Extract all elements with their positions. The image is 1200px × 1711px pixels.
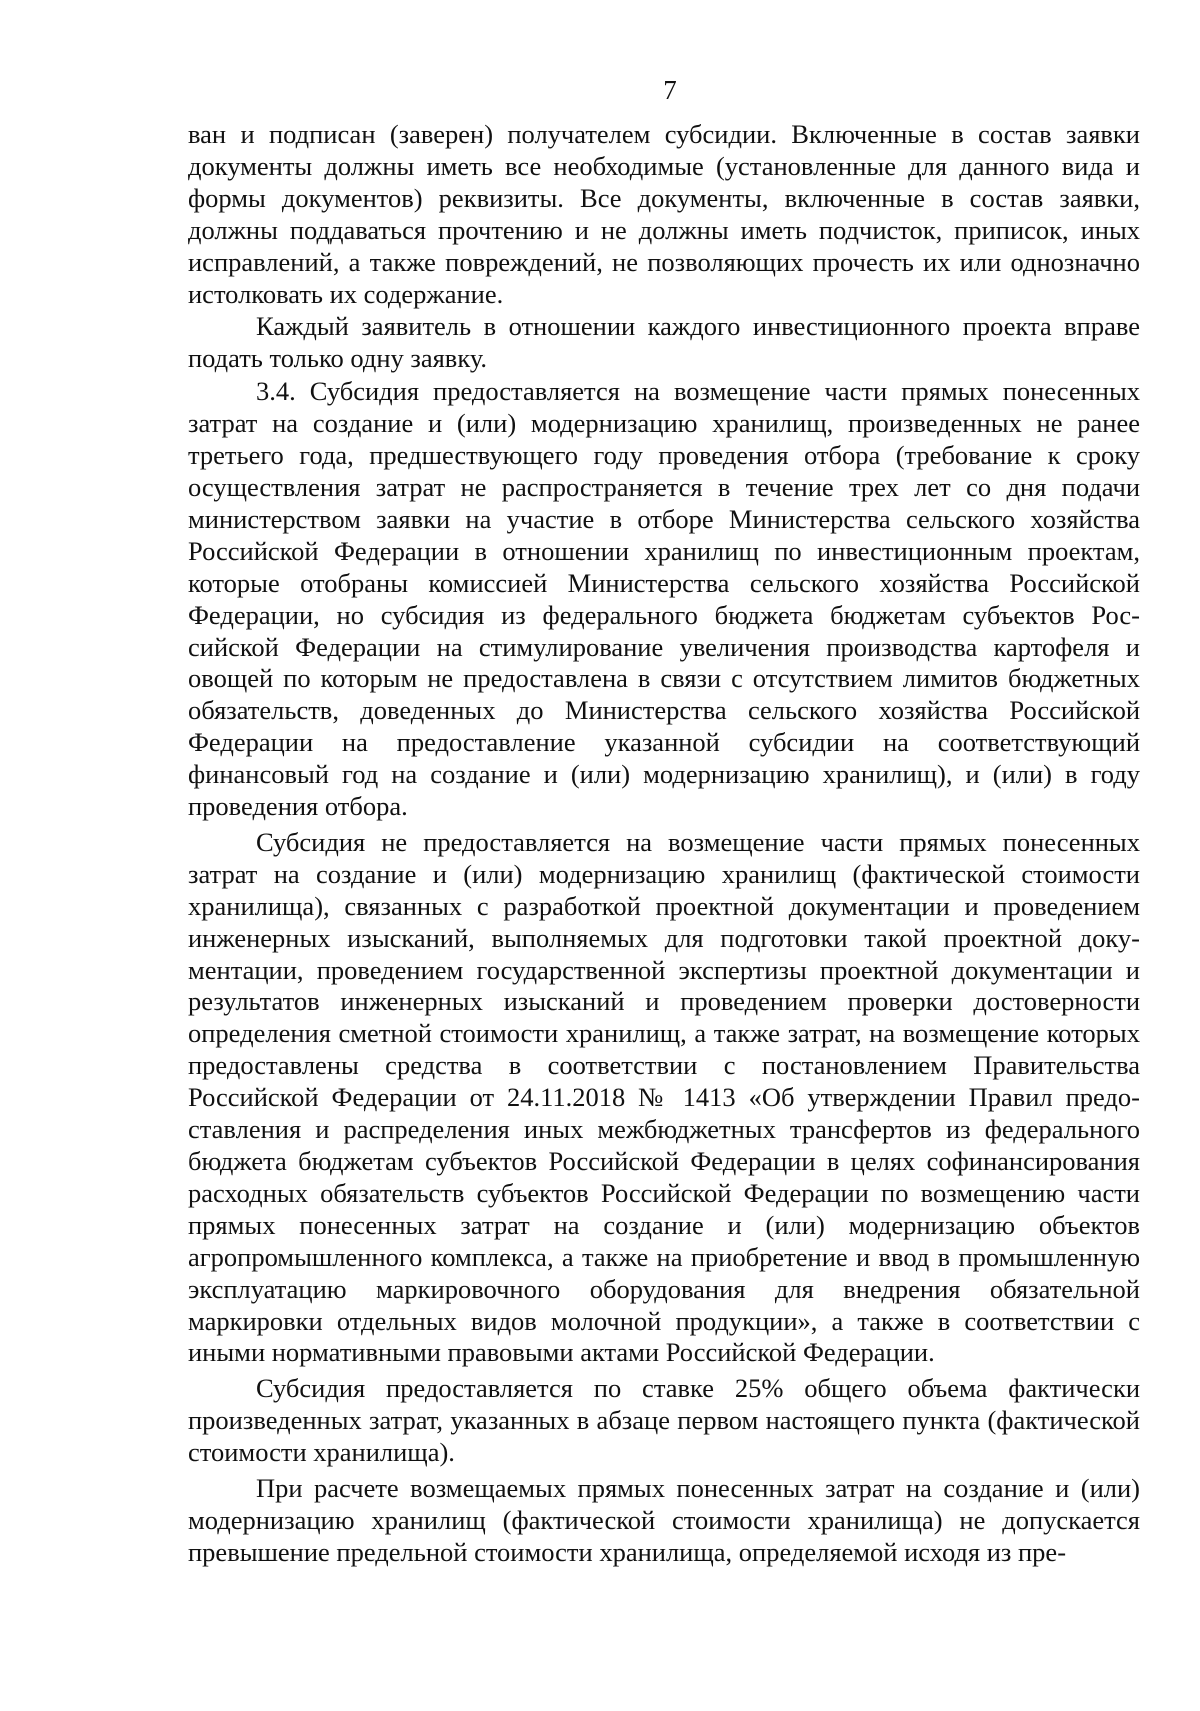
paragraph-subsidy-rate: Субсидия предоставляется по ставке 25% общего объема фактически произведенных затрат, указанных в абзаце первом настоящего пункта (фактической стоимости хранилища). — [188, 1373, 1140, 1468]
paragraph-cost-limit: При расчете возмещаемых прямых понесенных затрат на создание и (или) модернизацию хранилищ (фактической стоимости хранилища) не допускается превышение предельной стоимости хранилища, определяемой исходя из пре- — [188, 1473, 1140, 1567]
paragraph-one-application: Каждый заявитель в отношении каждого инвестиционного проекта вправе подать только одну заявку. — [188, 311, 1140, 374]
paragraph-continuation: ван и подписан (заверен) получателем субсидии. Включенные в состав заявки документы должны иметь все необходимые (установленные для данного вида и формы документов) реквизиты. Все документы, включенные в состав заявки, должны поддаваться прочтению и не должны иметь подчисток, приписок, иных исправлений, а также повреждений, не позволяющих прочесть их или однозначно истолковать их содержание. — [188, 119, 1140, 309]
paragraph-3-4: 3.4. Субсидия предоставляется на возмещение части прямых понесенных затрат на создание и (или) модернизацию хранилищ, произведенных не ранее третьего года, предшествующего году проведения отбора (требование к сроку осуществления затрат не распространяется в течение трех лет со дня подачи министерством заявки на участие в отборе Министерства сельского хозяйства Российской Федерации в отношении хранилищ по инвестиционным проектам, которые отобраны комиссией Министерства сельского хозяйства Российской Федерации, но субсидия из федерального бюджета бюджетам субъектов Российской Федерации на стимулирование увеличения производства картофеля и овощей по которым не предоставлена в связи с отсутствием лимитов бюджетных обязательств, доведенных до Министерства сельского хозяйства Российской Федерации на предоставление указанной субсидии на соответствующий финансовый год на создание и (или) модернизацию хранилищ), и (или) в году проведения отбора. — [188, 376, 1140, 822]
document-body — [188, 119, 1140, 1569]
paragraph-subsidy-exclusions: Субсидия не предоставляется на возмещение части прямых понесенных затрат на создание и (или) модернизацию хранилищ (фактической стоимости хранилища), связанных с разработкой проектной документации и проведением инженерных изысканий, выполняемых для подготовки такой проектной документации, проведением государственной экспертизы проектной документации и результатов инженерных изысканий и проведением проверки достоверности определения сметной стоимости хранилищ, а также затрат, на возмещение которых предоставлены средства в соответствии с постановлением Правительства Российской Федерации от 24.11.2018 № 1413 «Об утверждении Правил предоставления и распределения иных межбюджетных трансфертов из федерального бюджета бюджетам субъектов Российской Федерации в целях софинансирования расходных обязательств субъектов Российской Федерации по возмещению части прямых понесенных затрат на создание и (или) модернизацию объектов агропромышленного комплекса, а также на приобретение и ввод в промышленную эксплуатацию маркировочного оборудования для внедрения обязательной маркировки отдельных видов молочной продукции», а также в соответствии с иными нормативными правовыми актами Российской Федерации. — [188, 826, 1140, 1368]
page-number: 7 — [663, 75, 677, 105]
